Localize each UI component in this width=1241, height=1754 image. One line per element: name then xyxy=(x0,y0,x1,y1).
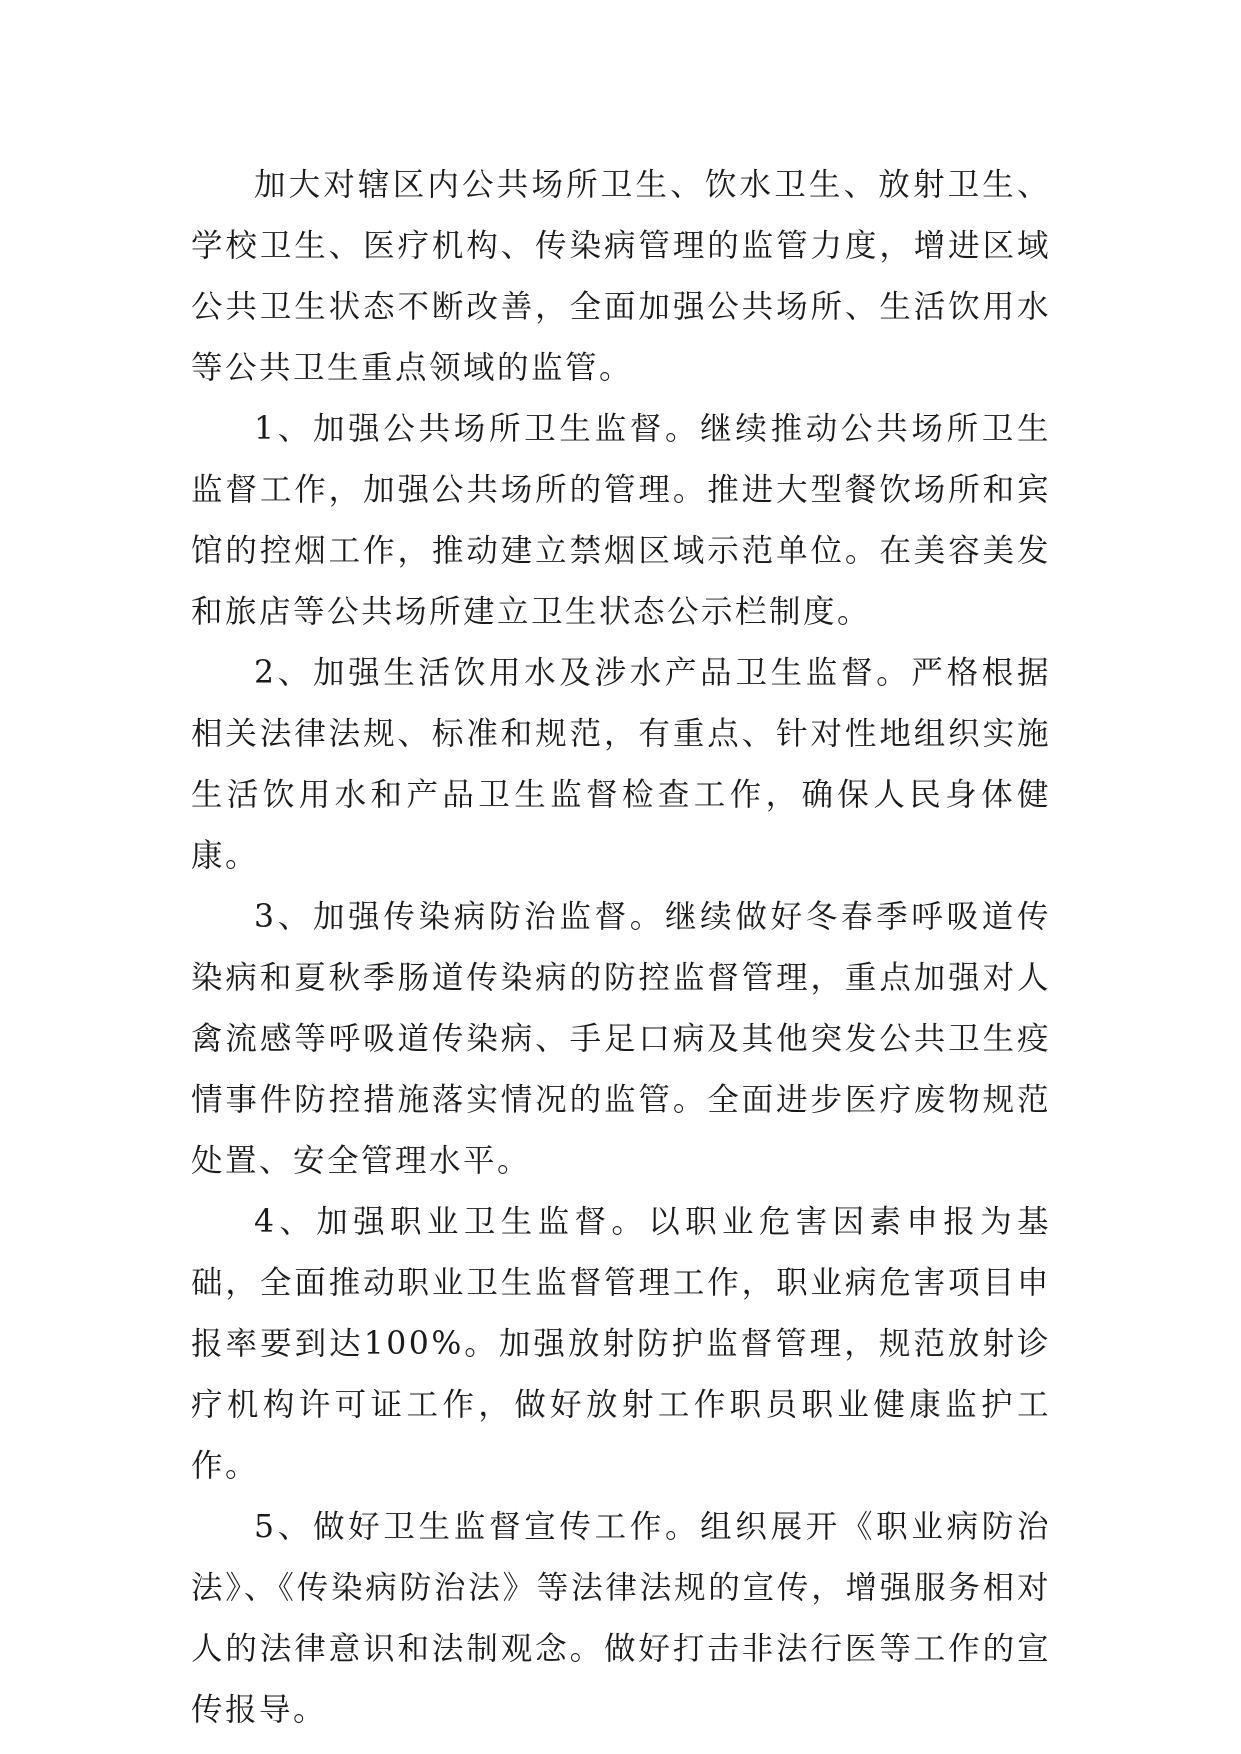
document-page xyxy=(191,155,1051,1741)
intro-paragraph: 加大对辖区内公共场所卫生、饮水卫生、放射卫生、学校卫生、医疗机构、传染病管理的监管力度，增进区域公共卫生状态不断改善，全面加强公共场所、生活饮用水等公共卫生重点领域的监管。 xyxy=(191,167,1051,386)
item-4-occupational-health-paragraph: 4、加强职业卫生监督。以职业危害因素申报为基础，全面推动职业卫生监督管理工作，职业病危害项目申报率要到达100%。加强放射防护监督管理，规范放射诊疗机构许可证工作，做好放射工作职员职业健康监护工作。 xyxy=(191,1204,1051,1484)
item-5-publicity-paragraph: 5、做好卫生监督宣传工作。组织展开《职业病防治法》、《传染病防治法》等法律法规的宣传，增强服务相对人的法律意识和法制观念。做好打击非法行医等工作的宣传报导。 xyxy=(191,1509,1051,1728)
item-2-drinking-water-paragraph: 2、加强生活饮用水及涉水产品卫生监督。严格根据相关法律法规、标准和规范，有重点、针对性地组织实施生活饮用水和产品卫生监督检查工作，确保人民身体健康。 xyxy=(191,655,1051,874)
item-1-public-places-paragraph: 1、加强公共场所卫生监督。继续推动公共场所卫生监督工作，加强公共场所的管理。推进大型餐饮场所和宾馆的控烟工作，推动建立禁烟区域示范单位。在美容美发和旅店等公共场所建立卫生状态公示栏制度。 xyxy=(191,411,1051,630)
item-3-infectious-disease-paragraph: 3、加强传染病防治监督。继续做好冬春季呼吸道传染病和夏秋季肠道传染病的防控监督管理，重点加强对人禽流感等呼吸道传染病、手足口病及其他突发公共卫生疫情事件防控措施落实情况的监管。全面进步医疗废物规范处置、安全管理水平。 xyxy=(191,899,1051,1179)
